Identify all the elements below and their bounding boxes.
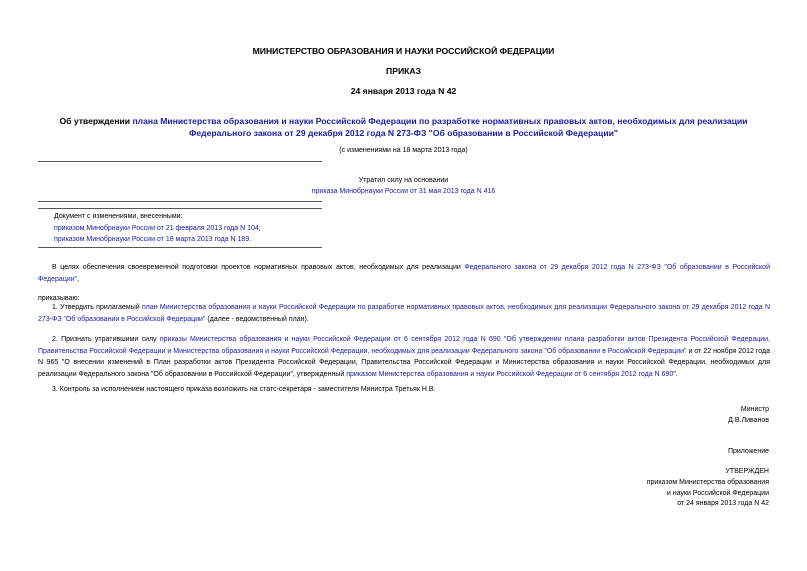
item-2-text: 2. Признать утратившими силу — [52, 336, 160, 343]
federal-law-link[interactable]: Федерального закона от 29 декабря 2012 года N 273-ФЗ "Об образовании в Российской Федерации" — [38, 264, 770, 283]
ministry-heading: МИНИСТЕРСТВО ОБРАЗОВАНИЯ И НАУКИ РОССИЙСКОЙ ФЕДЕРАЦИИ — [252, 46, 555, 56]
doc-date-heading: 24 января 2013 года N 42 — [350, 86, 457, 96]
preamble-end: , — [77, 275, 80, 283]
approval-block — [647, 467, 769, 510]
title-prefix: Об утверждении — [59, 116, 133, 126]
plan-link[interactable]: план Министерства образования и науки Российской Федерации по разработке нормативных правовых актов, необходимых для реализации Федерального закона от 29 декабря 2012 года N 273-ФЗ "Об образовании в Российской Федерации" — [38, 304, 771, 323]
change-link-1[interactable]: приказом Минобрнауки России от 21 февраля 2013 года N 104; — [54, 224, 261, 232]
divider — [38, 208, 322, 209]
signer-position: Министр — [740, 406, 769, 413]
title-link-line1[interactable]: плана Министерства образования и науки Российской Федерации по разработке нормативных правовых актов, необходимых для реализации — [132, 116, 748, 126]
amendment-note: (с изменениями на 18 марта 2013 года) — [339, 147, 468, 154]
change-link-2[interactable]: приказом Минобрнауки России от 18 марта 2013 года N 189. — [54, 236, 252, 244]
order-690-link[interactable]: приказом Министерства образования и науки Российской Федерации от 6 сентября 2012 года N 690 — [346, 370, 674, 378]
item-3-paragraph: 3. Контроль за исполнением настоящего приказа возложить на статс-секретаря - заместителя Министра Третьяк Н.В. — [52, 386, 436, 393]
item-1-paragraph — [38, 302, 770, 325]
appendix-label: Приложение — [727, 448, 769, 455]
divider — [38, 247, 322, 248]
approved-word: УТВЕРЖДЕН — [725, 468, 769, 475]
item-2-text-mid: и от 22 ноября 2012 года N 965 "О внесении изменений в План разработки актов Президента Российской Федерации, Правительства Российской Федерации и Министерства образования и науки Российской Федерации, необходимых для реализации Федерального закона "Об образовании в Российской Федерации", утвержденный — [38, 347, 770, 378]
signature-block — [728, 405, 769, 427]
item-1-text: 1. Утвердить прилагаемый — [52, 304, 142, 311]
item-2-end: ". — [673, 370, 678, 378]
order-word: приказываю: — [38, 295, 80, 302]
doc-type-heading: ПРИКАЗ — [386, 66, 421, 76]
divider — [38, 161, 322, 162]
changes-block — [54, 211, 261, 246]
approval-line-1: приказом Министерства образования — [646, 478, 769, 486]
lost-force-link[interactable]: приказа Минобрнауки России от 31 мая 2013 года N 416 — [311, 188, 496, 195]
revoked-orders-link[interactable]: приказы Министерства образования и науки Российской Федерации от 6 сентября 2012 года N 690 "Об утверждении плана разработки актов Президента Российской Федерации, Правительства Российской Федерации и Министерства образования и науки Российской Федерации, необходимых для реализации Федерального закона "Об образовании в Российской Федерации" — [38, 336, 770, 355]
item-2-paragraph — [38, 334, 770, 380]
approval-line-2: и науки Российской Федерации — [666, 489, 769, 497]
document-title — [0, 115, 807, 139]
title-link-line2[interactable]: Федерального закона от 29 декабря 2012 года N 273-ФЗ "Об образовании в Российской Федерации" — [189, 128, 618, 138]
signer-name: Д.В.Ливанов — [728, 416, 769, 424]
approval-line-3: от 24 января 2013 года N 42 — [677, 500, 769, 508]
lost-force-text: Утратил силу на основании — [358, 177, 449, 184]
changes-intro: Документ с изменениями, внесенными: — [54, 213, 183, 220]
preamble-text: В целях обеспечения своевременной подготовки проектов нормативных правовых актов, необходимых для реализации — [52, 264, 465, 271]
preamble-paragraph — [38, 262, 770, 285]
item-1-end: (далее - ведомственный план). — [205, 315, 309, 323]
lost-force-note — [0, 175, 807, 197]
divider — [38, 201, 322, 202]
